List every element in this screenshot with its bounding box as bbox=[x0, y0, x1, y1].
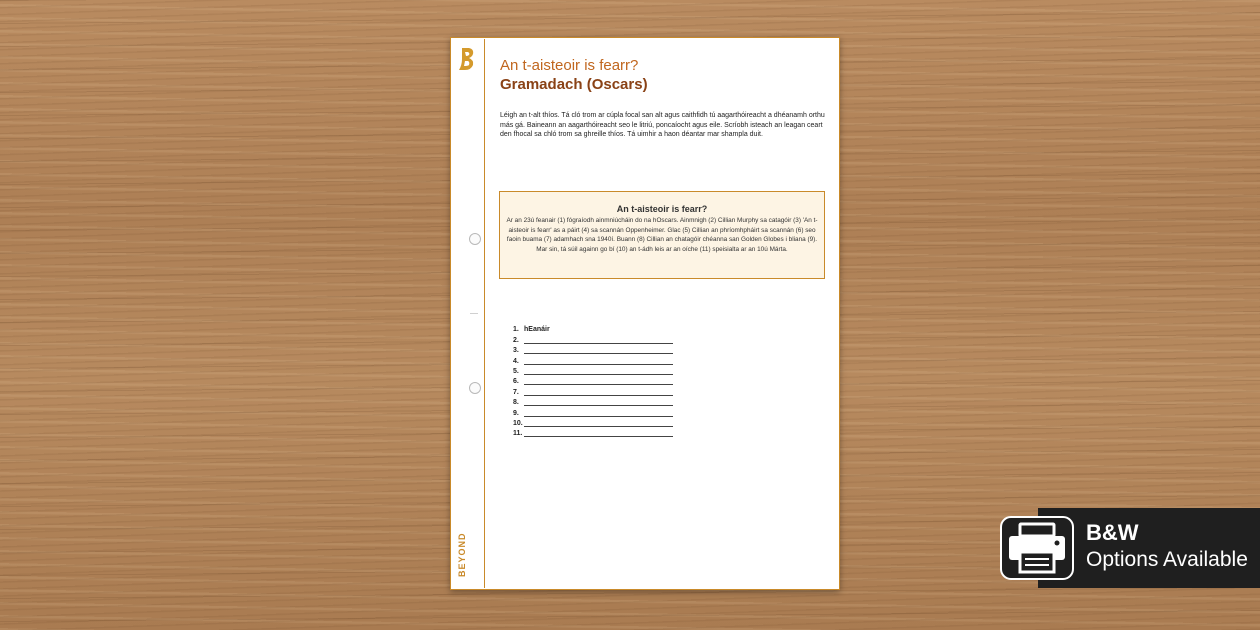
answer-blank-line bbox=[524, 337, 673, 344]
answer-item bbox=[513, 385, 673, 395]
answer-blank-line bbox=[524, 430, 673, 437]
worksheet-title: An t-aisteoir is fearr? bbox=[500, 57, 639, 74]
bw-options-badge bbox=[1038, 508, 1260, 588]
answer-blank-line bbox=[524, 378, 673, 385]
badge-subtitle: Options Available bbox=[1086, 548, 1248, 571]
answer-number: 2. bbox=[513, 336, 519, 344]
answer-item bbox=[513, 375, 673, 385]
answer-blank-line bbox=[524, 368, 673, 375]
answer-item bbox=[513, 354, 673, 364]
punch-hole-bottom bbox=[469, 382, 481, 394]
answer-item bbox=[513, 406, 673, 416]
margin-line bbox=[484, 39, 485, 588]
answer-list bbox=[513, 323, 673, 437]
answer-blank-line bbox=[524, 358, 673, 365]
answer-number: 11. bbox=[513, 430, 523, 438]
answer-number: 1. bbox=[513, 326, 519, 334]
answer-blank-line bbox=[524, 399, 673, 406]
worksheet-page bbox=[450, 37, 840, 590]
answer-blank-line bbox=[524, 389, 673, 396]
answer-number: 6. bbox=[513, 378, 519, 386]
answer-number: 8. bbox=[513, 399, 519, 407]
answer-item bbox=[513, 396, 673, 406]
answer-number: 5. bbox=[513, 367, 519, 375]
passage-text: Ar an 23ú feanair (1) fógraíodh ainmniúcháin do na hOscars. Ainmnigh (2) Cillian Murphy sa catagóir (3) 'An t-aisteoir is fearr' as a páirt (4) sa scannán Oppenheimer. Glac (5) Cillian an phríomhpháirt sa scannán (6) seo faoin buama (7) adamhach sna 1940í. Buann (8) Cillian an chatagóir chéanna san Golden Globes i bliana (9). Mar sin, tá súil againn go bí (10) an t-ádh leis ar an oíche (11) speisialta ar an 10ú Márta. bbox=[506, 217, 818, 253]
answer-value: hEanáir bbox=[524, 326, 550, 334]
answer-item bbox=[513, 344, 673, 354]
beyond-logo-icon bbox=[458, 47, 476, 71]
answer-blank-line bbox=[524, 420, 673, 427]
answer-number: 4. bbox=[513, 357, 519, 365]
worksheet-subtitle: Gramadach (Oscars) bbox=[500, 76, 648, 93]
answer-number: 10. bbox=[513, 419, 523, 427]
answer-number: 3. bbox=[513, 347, 519, 355]
badge-title: B&W bbox=[1086, 520, 1139, 545]
printer-icon bbox=[1000, 516, 1074, 580]
answer-number: 7. bbox=[513, 388, 519, 396]
passage-title: An t-aisteoir is fearr? bbox=[616, 204, 708, 214]
answer-item bbox=[513, 427, 673, 437]
answer-item bbox=[513, 323, 673, 333]
answer-item bbox=[513, 333, 673, 343]
answer-item bbox=[513, 417, 673, 427]
answer-item bbox=[513, 365, 673, 375]
answer-blank-line bbox=[524, 410, 673, 417]
answer-number: 9. bbox=[513, 409, 519, 417]
punch-hole-top bbox=[469, 233, 481, 245]
answer-blank-line bbox=[524, 347, 673, 354]
brand-label: BEYOND bbox=[457, 532, 467, 577]
center-mark bbox=[470, 313, 478, 314]
passage-box bbox=[499, 191, 825, 279]
instructions-text: Léigh an t-alt thíos. Tá cló trom ar cúpla focal san alt agus caithfidh tú aagarthóireacht a dhéanamh orthu más gá. Baineann an aagarthóireacht seo le litriú, poncaíocht agus eile. Scríobh isteach an leagan ceart den fhocal sa chló trom sa ghreille thíos. Tá uimhir a haon déantar mar shampla duit. bbox=[500, 112, 825, 138]
